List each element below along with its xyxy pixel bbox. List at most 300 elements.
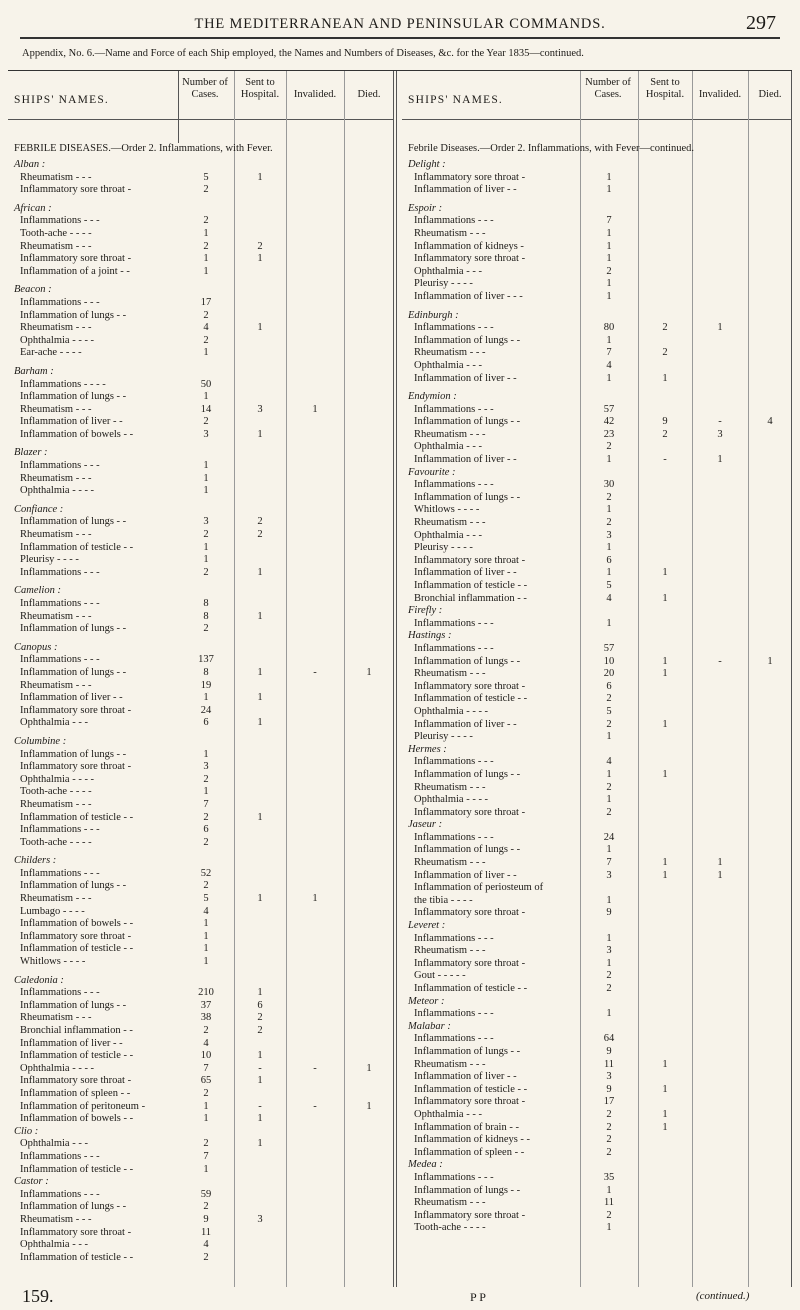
cases-value: 42 bbox=[603, 416, 615, 428]
cases-value: 1 bbox=[606, 731, 612, 743]
disease-name: Inflammation of liver - - bbox=[20, 416, 123, 428]
disease-name: Rheumatism - - - bbox=[414, 857, 486, 869]
invalided-value: - bbox=[718, 655, 722, 667]
disease-row bbox=[408, 1147, 792, 1160]
cases-value: 9 bbox=[606, 1045, 612, 1057]
disease-name: Rheumatism - - - bbox=[20, 472, 92, 484]
disease-name: Pleurisy - - - - bbox=[20, 554, 79, 566]
hospital-value: 1 bbox=[257, 717, 263, 729]
ship-name-row bbox=[14, 642, 394, 655]
disease-name: Ophthalmia - - - bbox=[414, 529, 482, 541]
ship-name-row bbox=[408, 996, 792, 1009]
disease-name: Inflammation of lungs - - bbox=[414, 1184, 521, 1196]
disease-row bbox=[14, 943, 394, 956]
ship-name: Firefly : bbox=[408, 605, 443, 617]
ship-name-row bbox=[408, 159, 792, 172]
disease-name: Inflammation of lungs - - bbox=[414, 768, 521, 780]
disease-row bbox=[14, 1050, 394, 1063]
cases-value: 4 bbox=[606, 592, 612, 604]
disease-name: Inflammation of liver - - bbox=[414, 1071, 517, 1083]
disease-name: Gout - - - - - bbox=[414, 970, 466, 982]
cases-value: 1 bbox=[606, 894, 612, 906]
disease-name: Ophthalmia - - - - bbox=[20, 485, 95, 497]
disease-row bbox=[14, 761, 394, 774]
disease-row bbox=[14, 692, 394, 705]
disease-name: Pleurisy - - - - bbox=[414, 731, 473, 743]
cases-value: 2 bbox=[203, 215, 209, 227]
hospital-value: 1 bbox=[662, 668, 668, 680]
hospital-header: Sent to Hospital. bbox=[645, 77, 685, 100]
hospital-value: 1 bbox=[257, 1138, 263, 1150]
disease-name: Ophthalmia - - - bbox=[20, 1239, 88, 1251]
cases-value: 14 bbox=[200, 403, 212, 415]
cases-value: 24 bbox=[603, 831, 615, 843]
cases-value: 2 bbox=[606, 265, 612, 277]
disease-name: Rheumatism - - - bbox=[414, 668, 486, 680]
disease-name: Whitlows - - - - bbox=[414, 504, 480, 516]
disease-name: Inflammations - - - bbox=[20, 1150, 100, 1162]
cases-value: 1 bbox=[203, 1163, 209, 1175]
cases-value: 1 bbox=[203, 472, 209, 484]
cases-value: 4 bbox=[203, 905, 209, 917]
disease-row bbox=[14, 429, 394, 442]
disease-row bbox=[14, 391, 394, 404]
hospital-value: 1 bbox=[257, 987, 263, 999]
cases-value: 1 bbox=[606, 617, 612, 629]
ship-name: Delight : bbox=[408, 159, 446, 170]
disease-row bbox=[14, 611, 394, 624]
disease-row bbox=[408, 479, 792, 492]
disease-name: Inflammations - - - bbox=[414, 479, 494, 491]
cases-value: 2 bbox=[606, 1108, 612, 1120]
disease-name: Lumbago - - - - bbox=[20, 905, 85, 917]
disease-name: Inflammation of liver - - - bbox=[414, 290, 523, 302]
disease-name: Rheumatism - - - bbox=[414, 945, 486, 957]
cases-value: 6 bbox=[203, 717, 209, 729]
disease-name: Inflammation of liver - - bbox=[414, 454, 517, 466]
ship-name: Columbine : bbox=[14, 735, 67, 747]
ship-name: Clio : bbox=[14, 1125, 39, 1137]
cases-value: 5 bbox=[203, 893, 209, 905]
cases-value: 1 bbox=[203, 943, 209, 955]
hospital-value: 2 bbox=[257, 1025, 263, 1036]
disease-name: Ophthalmia - - - bbox=[414, 1108, 482, 1120]
disease-name: Inflammation of spleen - - bbox=[20, 1087, 131, 1099]
disease-row bbox=[408, 794, 792, 807]
ship-name-row bbox=[408, 1159, 792, 1172]
disease-name: Ophthalmia - - - - bbox=[20, 1062, 95, 1074]
cases-value: 2 bbox=[203, 184, 209, 196]
disease-name: Inflammation of testicle - - bbox=[414, 983, 528, 994]
ship-name-row bbox=[408, 819, 792, 832]
disease-row bbox=[408, 441, 792, 454]
disease-name: Inflammations - - - bbox=[20, 460, 100, 472]
cases-value: 2 bbox=[203, 566, 209, 578]
disease-name: Pleurisy - - - - bbox=[414, 542, 473, 554]
disease-row bbox=[14, 1088, 394, 1101]
disease-name: Inflammations - - - bbox=[20, 824, 100, 836]
disease-row bbox=[14, 215, 394, 228]
disease-name: Inflammatory sore throat - bbox=[414, 253, 526, 265]
disease-name: Ophthalmia - - - - bbox=[414, 705, 489, 717]
disease-name: Rheumatism - - - bbox=[414, 347, 486, 359]
disease-row bbox=[14, 241, 394, 254]
disease-name: Inflammation of liver - - bbox=[20, 692, 123, 704]
disease-row bbox=[14, 667, 394, 680]
disease-row bbox=[14, 485, 394, 498]
disease-name: Inflammations - - - bbox=[20, 1188, 100, 1200]
cases-value: 1 bbox=[203, 748, 209, 760]
cases-value: 2 bbox=[203, 623, 209, 635]
cases-value: 1 bbox=[606, 253, 612, 265]
cases-value: 9 bbox=[606, 1083, 612, 1095]
disease-name: Inflammations - - - bbox=[414, 756, 494, 768]
ship-name-row bbox=[408, 1021, 792, 1034]
died-value: 1 bbox=[366, 1062, 372, 1074]
hospital-value: 3 bbox=[257, 1213, 263, 1225]
hospital-value: - bbox=[663, 454, 667, 466]
disease-name: Inflammations - - - bbox=[414, 1033, 494, 1045]
cases-value: 2 bbox=[606, 1121, 612, 1133]
disease-name: the tibia - - - - bbox=[414, 894, 473, 906]
cases-value: 8 bbox=[203, 610, 209, 622]
disease-name: Rheumatism - - - bbox=[20, 893, 92, 905]
cases-value: 17 bbox=[603, 1096, 615, 1108]
disease-row bbox=[14, 749, 394, 762]
cases-value: 10 bbox=[200, 1050, 212, 1062]
hospital-value: 1 bbox=[662, 869, 668, 881]
cases-value: 5 bbox=[203, 171, 209, 183]
disease-name: Bronchial inflammation - - bbox=[414, 592, 527, 604]
cases-value: 1 bbox=[203, 692, 209, 704]
hospital-value: 1 bbox=[257, 692, 263, 704]
cases-value: 2 bbox=[203, 334, 209, 346]
disease-name: Inflammation of testicle - - bbox=[20, 811, 134, 823]
disease-row bbox=[14, 253, 394, 266]
cases-value: 3 bbox=[606, 529, 612, 541]
cases-value: 1 bbox=[203, 227, 209, 239]
hospital-value: 1 bbox=[257, 1113, 263, 1125]
hospital-value: 2 bbox=[662, 428, 668, 440]
invalided-value: 1 bbox=[717, 857, 723, 869]
disease-row bbox=[14, 310, 394, 323]
cases-value: 52 bbox=[200, 867, 212, 879]
disease-row bbox=[14, 623, 394, 636]
disease-row bbox=[408, 404, 792, 417]
disease-row bbox=[408, 580, 792, 593]
hospital-value: 1 bbox=[662, 1108, 668, 1120]
hospital-value: 2 bbox=[257, 516, 263, 528]
cases-value: 5 bbox=[606, 705, 612, 717]
disease-row bbox=[408, 693, 792, 706]
disease-name: Inflammation of liver - - bbox=[414, 372, 517, 384]
disease-row bbox=[408, 373, 792, 386]
disease-name: Inflammation of testicle - - bbox=[20, 943, 134, 955]
disease-name: Inflammations - - - - bbox=[20, 378, 106, 390]
died-header: Died. bbox=[758, 89, 782, 100]
cases-value: 7 bbox=[203, 1150, 209, 1162]
disease-row bbox=[14, 460, 394, 473]
cases-value: 1 bbox=[203, 1100, 209, 1112]
header-divider bbox=[8, 119, 394, 120]
disease-row bbox=[408, 347, 792, 360]
cases-value: 1 bbox=[606, 372, 612, 384]
disease-name: Tooth-ache - - - - bbox=[414, 1222, 486, 1234]
cases-value: 7 bbox=[606, 347, 612, 359]
disease-name: Rheumatism - - - bbox=[20, 529, 92, 541]
cases-value: 6 bbox=[606, 680, 612, 692]
disease-name: Inflammation of bowels - - bbox=[20, 1113, 134, 1125]
cases-value: 1 bbox=[606, 278, 612, 290]
disease-name: Inflammatory sore throat - bbox=[20, 1226, 132, 1238]
disease-row bbox=[14, 416, 394, 429]
disease-row bbox=[14, 868, 394, 881]
disease-name: Inflammation of testicle - - bbox=[20, 541, 134, 553]
cases-value: 1 bbox=[606, 768, 612, 780]
cases-value: 2 bbox=[606, 970, 612, 982]
cases-value: 1 bbox=[606, 932, 612, 944]
disease-row bbox=[14, 812, 394, 825]
ship-name: Favourite : bbox=[408, 466, 456, 478]
disease-row bbox=[14, 473, 394, 486]
disease-row bbox=[408, 1172, 792, 1185]
disease-row bbox=[14, 1000, 394, 1013]
ship-name: Malabar : bbox=[408, 1020, 451, 1032]
cases-value: 1 bbox=[606, 334, 612, 346]
disease-name: Inflammation of lungs - - bbox=[20, 1201, 127, 1213]
died-value: 1 bbox=[366, 666, 372, 678]
disease-name: Rheumatism - - - bbox=[414, 1197, 486, 1209]
disease-name: Ophthalmia - - - - bbox=[20, 773, 95, 785]
disease-row bbox=[408, 1033, 792, 1046]
disease-row bbox=[14, 931, 394, 944]
disease-row bbox=[14, 335, 394, 348]
disease-name: Inflammation of liver - - bbox=[20, 1037, 123, 1049]
ship-name-row bbox=[14, 736, 394, 749]
ship-name: African : bbox=[14, 202, 52, 214]
disease-row bbox=[14, 228, 394, 241]
disease-name: Inflammatory sore throat - bbox=[20, 761, 132, 773]
hospital-value: 2 bbox=[662, 322, 668, 334]
disease-row bbox=[408, 542, 792, 555]
disease-name: Inflammations - - - bbox=[20, 598, 100, 609]
hospital-value: 1 bbox=[257, 171, 263, 183]
disease-row bbox=[408, 882, 792, 895]
cases-value: 57 bbox=[603, 403, 615, 415]
disease-row bbox=[14, 1038, 394, 1051]
disease-name: Tooth-ache - - - - bbox=[20, 786, 92, 798]
disease-row bbox=[14, 837, 394, 850]
hospital-value: 1 bbox=[662, 567, 668, 579]
disease-name: Inflammation of lungs - - bbox=[20, 309, 127, 321]
ship-name-row bbox=[408, 310, 792, 323]
disease-name: Inflammation of liver - - bbox=[414, 184, 517, 196]
disease-name: Inflammatory sore throat - bbox=[20, 1075, 132, 1087]
ship-name: Espoir : bbox=[408, 202, 443, 214]
died-value: 1 bbox=[366, 1100, 372, 1112]
disease-row bbox=[408, 857, 792, 870]
ship-name-row bbox=[14, 585, 394, 598]
cases-value: 2 bbox=[203, 773, 209, 785]
cases-value: 1 bbox=[606, 567, 612, 579]
header-rule bbox=[20, 37, 780, 39]
disease-row bbox=[408, 719, 792, 732]
disease-name: Rheumatism - - - bbox=[414, 1058, 486, 1070]
disease-name: Ophthalmia - - - bbox=[20, 717, 88, 729]
disease-name: Rheumatism - - - bbox=[20, 322, 92, 334]
disease-row bbox=[408, 1071, 792, 1084]
ship-name-row bbox=[408, 605, 792, 618]
disease-name: Ophthalmia - - - bbox=[414, 441, 482, 453]
disease-row bbox=[14, 799, 394, 812]
cases-value: 3 bbox=[606, 869, 612, 881]
cases-value: 1 bbox=[606, 542, 612, 554]
cases-value: 2 bbox=[203, 1251, 209, 1263]
disease-name: Inflammation of testicle - - bbox=[20, 1163, 134, 1175]
disease-row bbox=[408, 1197, 792, 1210]
cases-value: 4 bbox=[606, 359, 612, 371]
disease-row bbox=[14, 1063, 394, 1076]
invalided-header: Invalided. bbox=[698, 89, 742, 100]
disease-row bbox=[14, 956, 394, 969]
disease-row bbox=[408, 1008, 792, 1021]
cases-value: 6 bbox=[606, 554, 612, 566]
cases-value: 2 bbox=[203, 240, 209, 252]
cases-value: 8 bbox=[203, 666, 209, 678]
invalided-value: - bbox=[313, 1100, 317, 1112]
disease-name: Bronchial inflammation - - bbox=[20, 1025, 133, 1036]
cases-value: 2 bbox=[203, 880, 209, 892]
disease-row bbox=[14, 266, 394, 279]
hospital-value: 1 bbox=[662, 1121, 668, 1133]
disease-name: Inflammatory sore throat - bbox=[20, 930, 132, 942]
cases-value: 11 bbox=[603, 1197, 615, 1209]
hospital-value: 6 bbox=[257, 999, 263, 1011]
disease-row bbox=[408, 555, 792, 568]
disease-row bbox=[14, 906, 394, 919]
disease-row bbox=[14, 404, 394, 417]
disease-row bbox=[408, 731, 792, 744]
ship-name-row bbox=[14, 203, 394, 216]
disease-name: Inflammations - - - bbox=[414, 403, 494, 415]
disease-row bbox=[408, 335, 792, 348]
disease-name: Inflammation of lungs - - bbox=[414, 655, 521, 667]
invalided-value: - bbox=[718, 416, 722, 428]
disease-name: Inflammations - - - bbox=[414, 642, 494, 654]
cases-value: 2 bbox=[203, 836, 209, 848]
invalided-value: - bbox=[313, 666, 317, 678]
disease-row bbox=[14, 172, 394, 185]
disease-name: Inflammation of brain - - bbox=[414, 1121, 519, 1133]
cases-value: 17 bbox=[200, 296, 212, 308]
disease-row bbox=[408, 782, 792, 795]
disease-row bbox=[14, 1113, 394, 1126]
cases-value: 1 bbox=[203, 253, 209, 265]
footer-gathering-mark: P P bbox=[470, 1290, 486, 1304]
hospital-value: 1 bbox=[662, 655, 668, 667]
disease-name: Rheumatism - - - bbox=[20, 610, 92, 622]
disease-row bbox=[14, 379, 394, 392]
died-header: Died. bbox=[357, 89, 381, 100]
ship-name: Blazer : bbox=[14, 447, 48, 459]
cases-value: 4 bbox=[606, 756, 612, 768]
disease-name: Rheumatism - - - bbox=[20, 240, 92, 252]
disease-name: Inflammations - - - bbox=[414, 1171, 494, 1183]
disease-row bbox=[408, 416, 792, 429]
cases-header: Number of Cases. bbox=[182, 77, 228, 100]
ship-names-header: SHIPS' NAMES. bbox=[14, 94, 109, 106]
cases-value: 1 bbox=[203, 391, 209, 403]
cases-value: 4 bbox=[203, 1239, 209, 1251]
cases-header: Number of Cases. bbox=[585, 77, 631, 100]
section-heading: Febrile Diseases.—Order 2. Inflammations, with Fever—continued. bbox=[408, 143, 695, 154]
ship-name: Caledonia : bbox=[14, 974, 64, 986]
cases-value: 1 bbox=[606, 844, 612, 856]
disease-row bbox=[408, 1122, 792, 1135]
disease-row bbox=[408, 567, 792, 580]
disease-row bbox=[408, 241, 792, 254]
cases-value: 11 bbox=[603, 1058, 615, 1070]
disease-name: Inflammatory sore throat - bbox=[20, 704, 132, 716]
cases-value: 2 bbox=[606, 806, 612, 818]
cases-value: 3 bbox=[606, 945, 612, 957]
hospital-value: - bbox=[258, 1100, 262, 1112]
disease-row bbox=[14, 1164, 394, 1177]
disease-row bbox=[408, 895, 792, 908]
disease-name: Inflammation of liver - - bbox=[414, 567, 517, 579]
invalided-value: 1 bbox=[312, 403, 318, 415]
disease-name: Inflammation of liver - - bbox=[414, 718, 517, 730]
cases-value: 2 bbox=[606, 441, 612, 453]
cases-value: 80 bbox=[603, 322, 615, 334]
disease-name: Inflammation of lungs - - bbox=[20, 623, 127, 635]
ship-name-row bbox=[14, 975, 394, 988]
cases-value: 1 bbox=[606, 240, 612, 252]
disease-row bbox=[408, 504, 792, 517]
cases-value: 2 bbox=[606, 693, 612, 705]
disease-name: Rheumatism - - - bbox=[20, 1012, 92, 1024]
disease-row bbox=[408, 832, 792, 845]
disease-row bbox=[14, 1214, 394, 1227]
ship-name: Castor : bbox=[14, 1176, 49, 1188]
cases-value: 11 bbox=[200, 1226, 212, 1238]
disease-row bbox=[408, 1109, 792, 1122]
disease-row bbox=[14, 1138, 394, 1151]
disease-name: Inflammatory sore throat - bbox=[414, 680, 526, 692]
disease-name: Inflammations - - - bbox=[20, 987, 100, 999]
cases-value: 2 bbox=[203, 811, 209, 823]
cases-value: 1 bbox=[203, 485, 209, 497]
cases-value: 2 bbox=[606, 1146, 612, 1158]
cases-value: 64 bbox=[603, 1033, 615, 1045]
disease-row bbox=[14, 680, 394, 693]
ship-name: Endymion : bbox=[408, 391, 457, 403]
invalided-value: 1 bbox=[717, 322, 723, 334]
cases-value: 1 bbox=[203, 460, 209, 472]
disease-name: Inflammation of spleen - - bbox=[414, 1146, 525, 1158]
disease-name: Inflammation of lungs - - bbox=[414, 416, 521, 428]
disease-name: Inflammatory sore throat - bbox=[414, 806, 526, 818]
ship-names-header: SHIPS' NAMES. bbox=[408, 94, 503, 106]
disease-row bbox=[408, 253, 792, 266]
cases-value: 1 bbox=[606, 957, 612, 969]
disease-name: Pleurisy - - - - bbox=[414, 278, 473, 290]
ship-name: Canopus : bbox=[14, 641, 58, 653]
disease-name: Inflammation of liver - - bbox=[414, 869, 517, 881]
disease-name: Inflammatory sore throat - bbox=[414, 907, 526, 919]
disease-name: Inflammations - - - bbox=[414, 932, 494, 944]
disease-row bbox=[14, 184, 394, 197]
